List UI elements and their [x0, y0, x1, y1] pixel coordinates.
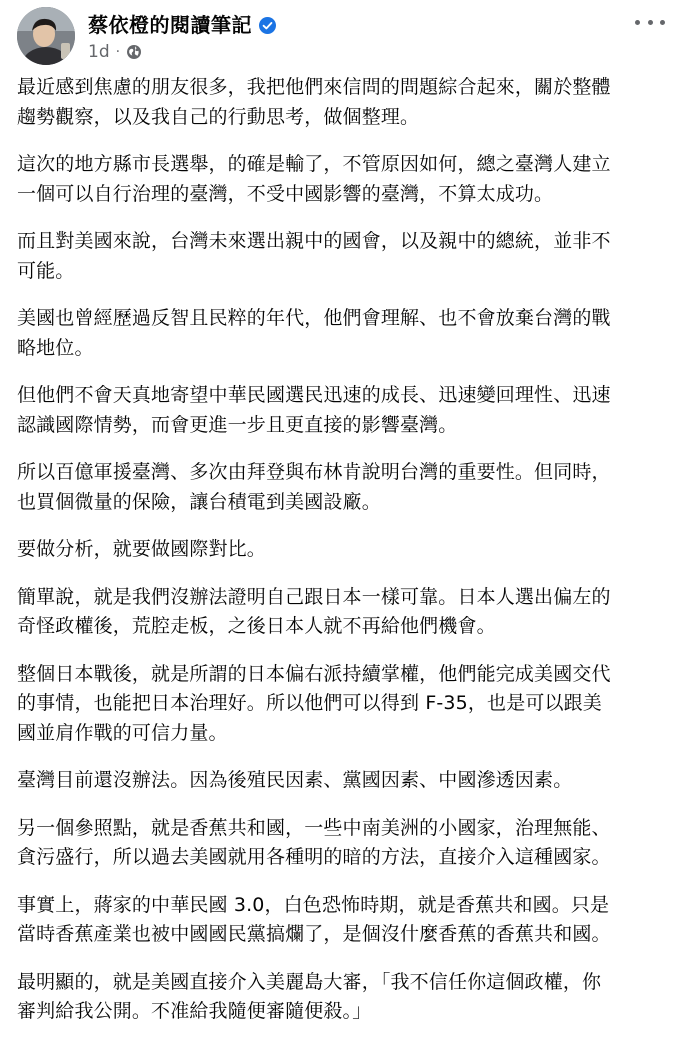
globe-icon[interactable] — [126, 44, 142, 60]
more-options-dot — [660, 20, 665, 25]
post-paragraph: 而且對美國來說，台灣未來選出親中的國會，以及親中的總統，並非不 可能。 — [17, 230, 611, 282]
author-row — [88, 11, 276, 39]
more-options-icon — [635, 20, 640, 25]
more-options-button[interactable] — [635, 16, 665, 28]
post-paragraph: 最明顯的，就是美國直接介入美麗島大審，「我不信任你這個政權，你 審判給我公開。不准給我隨便審隨便殺。」 — [17, 970, 602, 1022]
post-header — [0, 0, 687, 70]
post-paragraph: 但他們不會天真地寄望中華民國選民迅速的成長、迅速變回理性、迅速 認識國際情勢，而會更進一步且更直接的影響臺灣。 — [17, 384, 611, 436]
verified-check-icon — [259, 17, 276, 34]
meta-separator: · — [115, 44, 121, 60]
post-paragraph: 要做分析，就要做國際對比。 — [17, 538, 266, 560]
post-paragraph: 事實上，蔣家的中華民國 3.0，白色恐怖時期，就是香蕉共和國。只是 當時香蕉產業也被中國國民黨搞爛了，是個沒什麼香蕉的香蕉共和國。 — [17, 893, 611, 945]
post-paragraph: 最近感到焦慮的朋友很多，我把他們來信問的問題綜合起來，關於整體 趨勢觀察，以及我自己的行動思考，做個整理。 — [17, 76, 611, 128]
post-paragraph: 另一個參照點，就是香蕉共和國，一些中南美洲的小國家，治理無能、 貪污盛行，所以過去美國就用各種明的暗的方法，直接介入這種國家。 — [17, 816, 611, 868]
more-options-dot — [648, 20, 653, 25]
post-paragraph: 整個日本戰後，就是所謂的日本偏右派持續掌權，他們能完成美國交代 的事情，也能把日本治理好。所以他們可以得到 F-35，也是可以跟美 國並肩作戰的可信力量。 — [17, 662, 611, 744]
author-avatar[interactable] — [17, 7, 75, 65]
post-meta — [88, 41, 142, 63]
post-body — [17, 73, 657, 1045]
post-timestamp[interactable]: 1d — [88, 42, 110, 62]
post-paragraph: 簡單說，就是我們沒辦法證明自己跟日本一樣可靠。日本人選出偏左的 奇怪政權後，荒腔走板，之後日本人就不再給他們機會。 — [17, 585, 611, 637]
post-paragraph: 所以百億軍援臺灣、多次由拜登與布林肯說明台灣的重要性。但同時， 也買個微量的保險，讓台積電到美國設廠。 — [17, 461, 611, 513]
author-name[interactable]: 蔡依橙的閱讀筆記 — [88, 13, 252, 37]
post-paragraph: 臺灣目前還沒辦法。因為後殖民因素、黨國因素、中國滲透因素。 — [17, 769, 573, 791]
post-paragraph: 美國也曾經歷過反智且民粹的年代，他們會理解、也不會放棄台灣的戰 略地位。 — [17, 307, 611, 359]
post-paragraph: 這次的地方縣市長選舉，的確是輸了，不管原因如何，總之臺灣人建立 一個可以自行治理的臺灣，不受中國影響的臺灣，不算太成功。 — [17, 153, 611, 205]
avatar-photo — [17, 7, 75, 65]
